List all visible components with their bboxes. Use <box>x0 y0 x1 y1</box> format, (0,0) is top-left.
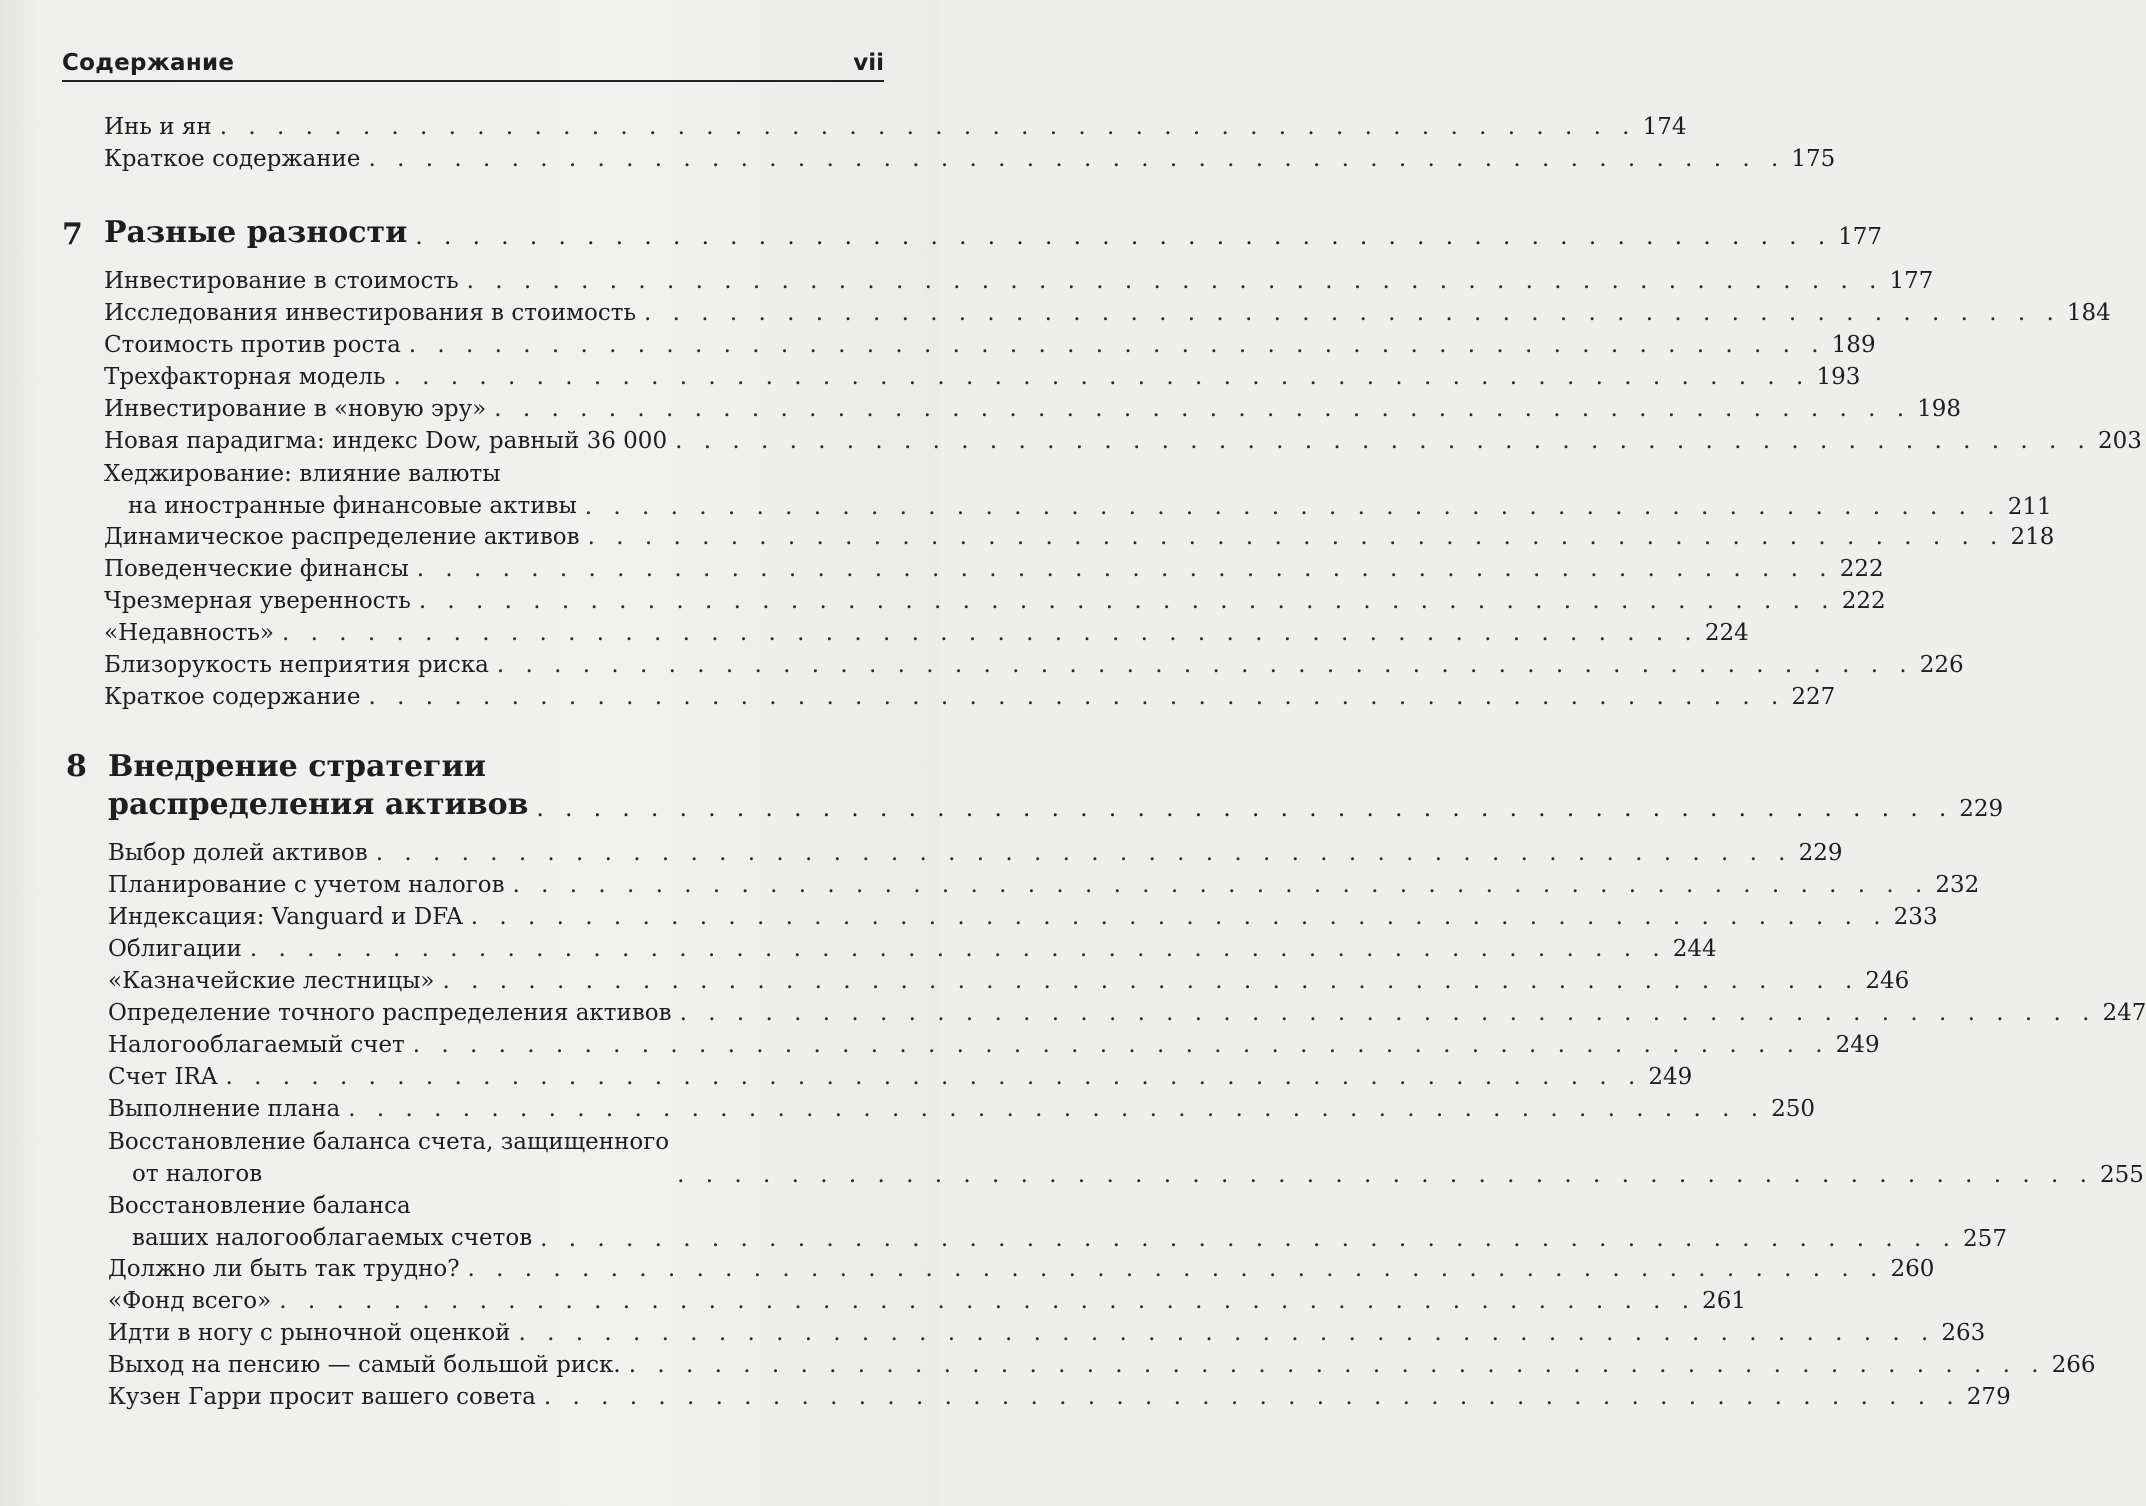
toc-entry-page: 244 <box>1672 936 1717 962</box>
toc-entry <box>108 1382 2011 1412</box>
toc-entry-page: 247 <box>2102 1000 2146 1026</box>
toc-entry <box>104 394 1962 424</box>
toc-entry-page: 193 <box>1816 364 1861 390</box>
toc-entry <box>108 902 1938 932</box>
toc-entry-page: 250 <box>1771 1096 1816 1122</box>
chapter-title <box>108 748 528 824</box>
dot-leader: . . . . . . . . . . . . . . . . . . . . . . . . . . . . . . . . . . . . . . . . . . . . . . . . . . <box>467 1256 1885 1282</box>
toc-entry <box>104 426 2142 456</box>
chapter-number: 7 <box>62 217 83 252</box>
toc-entry-title: Выход на пенсию — самый большой риск. <box>108 1352 621 1378</box>
toc-entry <box>108 934 1717 964</box>
toc-entry-title: Выбор долей активов <box>108 840 368 866</box>
toc-entry-page: 233 <box>1893 904 1938 930</box>
toc-entry-title: Инвестирование в стоимость <box>104 268 459 294</box>
toc-entry-title-line2: ваших налогооблагаемых счетов <box>132 1225 533 1251</box>
dot-leader: . . . . . . . . . . . . . . . . . . . . . . . . . . . . . . . . . . . . . . . . . . . . . . . . . . <box>470 904 1888 930</box>
toc-entry-title: Стоимость против роста <box>104 332 401 358</box>
toc-entry-title: Поведенческие финансы <box>104 556 409 582</box>
dot-leader: . . . . . . . . . . . . . . . . . . . . . . . . . . . . . . . . . . . . . . . . . . . . . . . . . . <box>677 1162 2094 1188</box>
toc-entry-title: Определение точного распределения активов <box>108 1000 672 1026</box>
toc-entry-page: 260 <box>1890 1256 1935 1282</box>
toc-entry-title: Динамическое распределение активов <box>104 524 580 550</box>
toc-entry <box>104 362 1861 392</box>
chapter-title: Разные разности <box>104 215 408 250</box>
toc-entry-page: 177 <box>1889 268 1934 294</box>
dot-leader: . . . . . . . . . . . . . . . . . . . . . . . . . . . . . . . . . . . . . . . . . . . . . . . . . . <box>393 364 1811 390</box>
toc-entry <box>104 112 1687 142</box>
dot-leader: . . . . . . . . . . . . . . . . . . . . . . . . . . . . . . . . . . . . . . . . . . . . . . . . . . <box>584 494 2002 520</box>
toc-entry-page: 203 <box>2097 428 2142 454</box>
toc-entry-title: Индексация: Vanguard и DFA <box>108 904 463 930</box>
toc-entry-title-line1: Восстановление баланса <box>108 1193 411 1219</box>
section-title: Содержание <box>62 50 235 76</box>
toc-entry <box>108 1094 1816 1124</box>
toc-entry-title <box>108 1126 669 1190</box>
toc-entry-title: Инвестирование в «новую эру» <box>104 396 487 422</box>
dot-leader: . . . . . . . . . . . . . . . . . . . . . . . . . . . . . . . . . . . . . . . . . . . . . . . . . . <box>281 620 1699 646</box>
dot-leader: . . . . . . . . . . . . . . . . . . . . . . . . . . . . . . . . . . . . . . . . . . . . . . . . . . <box>442 968 1860 994</box>
dot-leader: . . . . . . . . . . . . . . . . . . . . . . . . . . . . . . . . . . . . . . . . . . . . . . . . . . <box>587 524 2005 550</box>
toc-entry-title: Чрезмерная уверенность <box>104 588 411 614</box>
dot-leader: . . . . . . . . . . . . . . . . . . . . . . . . . . . . . . . . . . . . . . . . . . . . . . . . . . <box>348 1096 1766 1122</box>
toc-entry-page: 222 <box>1841 588 1886 614</box>
chapter-page: 229 <box>1959 796 2004 822</box>
toc-entry-page: 189 <box>1831 332 1876 358</box>
dot-leader: . . . . . . . . . . . . . . . . . . . . . . . . . . . . . . . . . . . . . . . . . . . . . . . . . . <box>466 268 1884 294</box>
toc-entry-page: 222 <box>1839 556 1884 582</box>
toc-entry-title-line1: Хеджирование: влияние валюты <box>104 461 501 487</box>
toc-entry-page: 174 <box>1642 114 1687 140</box>
toc-entry-page: 249 <box>1648 1064 1693 1090</box>
toc-entry <box>104 266 1934 296</box>
toc-entry-title: Должно ли быть так трудно? <box>108 1256 460 1282</box>
toc-entry <box>108 1190 2007 1254</box>
dot-leader: . . . . . . . . . . . . . . . . . . . . . . . . . . . . . . . . . . . . . . . . . . . . . . . . . . <box>418 588 1836 614</box>
toc-entry-page: 211 <box>2007 494 2052 520</box>
dot-leader: . . . . . . . . . . . . . . . . . . . . . . . . . . . . . . . . . . . . . . . . . . . . . . . . . . <box>679 1000 2097 1026</box>
toc-entry-page: 229 <box>1798 840 1843 866</box>
toc-entry <box>108 838 1843 868</box>
toc-entry-title: Исследования инвестирования в стоимость <box>104 300 636 326</box>
toc-entry-page: 184 <box>2066 300 2111 326</box>
dot-leader: . . . . . . . . . . . . . . . . . . . . . . . . . . . . . . . . . . . . . . . . . . . . . . . . . . <box>643 300 2061 326</box>
toc-entry-page: 224 <box>1704 620 1749 646</box>
toc-entry-page: 226 <box>1919 652 1964 678</box>
toc-entry <box>108 1030 1880 1060</box>
toc-entry-page: 279 <box>1966 1384 2011 1410</box>
dot-leader: . . . . . . . . . . . . . . . . . . . . . . . . . . . . . . . . . . . . . . . . . . . . . . . . . . <box>518 1320 1936 1346</box>
dot-leader: . . . . . . . . . . . . . . . . . . . . . . . . . . . . . . . . . . . . . . . . . . . . . . . . . . <box>249 936 1667 962</box>
toc-entry <box>104 298 2111 328</box>
toc-entry <box>108 1286 1747 1316</box>
toc-entry-title: Трехфакторная модель <box>104 364 386 390</box>
toc-entry <box>104 330 1876 360</box>
toc-entry-page: 255 <box>2100 1162 2144 1188</box>
toc-entry <box>108 1062 1693 1092</box>
chapter-heading <box>62 214 1883 252</box>
toc-entry-page: 261 <box>1702 1288 1747 1314</box>
toc-entry-title: Налогооблагаемый счет <box>108 1032 405 1058</box>
toc-entry-title-line1: Восстановление баланса счета, защищенного <box>108 1129 670 1155</box>
dot-leader: . . . . . . . . . . . . . . . . . . . . . . . . . . . . . . . . . . . . . . . . . . . . . . . . . . <box>219 114 1637 140</box>
dot-leader: . . . . . . . . . . . . . . . . . . . . . . . . . . . . . . . . . . . . . . . . . . . . . . . . . . <box>628 1352 2046 1378</box>
toc-entry-title: Выполнение плана <box>108 1096 341 1122</box>
toc-entry-page: 249 <box>1835 1032 1880 1058</box>
toc-entry-page: 218 <box>2010 524 2055 550</box>
toc-entry <box>104 554 1884 584</box>
toc-entry <box>104 522 2055 552</box>
dot-leader: . . . . . . . . . . . . . . . . . . . . . . . . . . . . . . . . . . . . . . . . . . . . . . . . . . <box>536 796 1954 822</box>
chapter-title-line2: распределения активов <box>108 787 529 822</box>
dot-leader: . . . . . . . . . . . . . . . . . . . . . . . . . . . . . . . . . . . . . . . . . . . . . . . . . . <box>368 684 1786 710</box>
dot-leader: . . . . . . . . . . . . . . . . . . . . . . . . . . . . . . . . . . . . . . . . . . . . . . . . . . <box>408 332 1826 358</box>
dot-leader: . . . . . . . . . . . . . . . . . . . . . . . . . . . . . . . . . . . . . . . . . . . . . . . . . . <box>368 146 1786 172</box>
toc-entry-title: Облигации <box>108 936 242 962</box>
toc-entry <box>108 870 1980 900</box>
toc-entry-title: Краткое содержание <box>104 146 361 172</box>
chapter-heading <box>66 748 2004 824</box>
toc-entry <box>108 966 1910 996</box>
toc-entry-page: 198 <box>1917 396 1962 422</box>
dot-leader: . . . . . . . . . . . . . . . . . . . . . . . . . . . . . . . . . . . . . . . . . . . . . . . . . . <box>512 872 1930 898</box>
toc-entry-title: Планирование с учетом налогов <box>108 872 505 898</box>
toc-entry-title: Близорукость неприятия риска <box>104 652 489 678</box>
dot-leader: . . . . . . . . . . . . . . . . . . . . . . . . . . . . . . . . . . . . . . . . . . . . . . . . . . <box>494 396 1912 422</box>
toc-entry <box>104 144 1836 174</box>
dot-leader: . . . . . . . . . . . . . . . . . . . . . . . . . . . . . . . . . . . . . . . . . . . . . . . . . . <box>543 1384 1961 1410</box>
toc-entry <box>104 682 1836 712</box>
toc-entry-page: 263 <box>1941 1320 1986 1346</box>
dot-leader: . . . . . . . . . . . . . . . . . . . . . . . . . . . . . . . . . . . . . . . . . . . . . . . . . . <box>540 1226 1957 1252</box>
toc-entry-title-line2: от налогов <box>132 1161 263 1187</box>
page-number: vii <box>853 50 884 76</box>
dot-leader: . . . . . . . . . . . . . . . . . . . . . . . . . . . . . . . . . . . . . . . . . . . . . . . . . . <box>496 652 1914 678</box>
toc-entry-title: Счет IRA <box>108 1064 218 1090</box>
toc-entry <box>104 458 2052 522</box>
dot-leader: . . . . . . . . . . . . . . . . . . . . . . . . . . . . . . . . . . . . . . . . . . . . . . . . . . <box>675 428 2092 454</box>
toc-entry-page: 257 <box>1963 1226 2007 1252</box>
toc-entry-title: «Фонд всего» <box>108 1288 272 1314</box>
toc-entry-title-line2: на иностранные финансовые активы <box>128 493 577 519</box>
toc-entry-title: Инь и ян <box>104 114 212 140</box>
toc-entry-title: Краткое содержание <box>104 684 361 710</box>
toc-entry <box>108 1126 2144 1190</box>
toc-entry <box>104 586 1886 616</box>
dot-leader: . . . . . . . . . . . . . . . . . . . . . . . . . . . . . . . . . . . . . . . . . . . . . . . . . . <box>412 1032 1830 1058</box>
toc-entry <box>108 1350 2096 1380</box>
chapter-title-line1: Внедрение стратегии <box>108 749 487 784</box>
toc-entry-page: 246 <box>1865 968 1910 994</box>
toc-entry <box>104 650 1964 680</box>
toc-entry <box>108 1254 1935 1284</box>
toc-entry-title: «Казначейские лестницы» <box>108 968 435 994</box>
dot-leader: . . . . . . . . . . . . . . . . . . . . . . . . . . . . . . . . . . . . . . . . . . . . . . . . . . <box>279 1288 1697 1314</box>
toc-entry-page: 232 <box>1935 872 1980 898</box>
dot-leader: . . . . . . . . . . . . . . . . . . . . . . . . . . . . . . . . . . . . . . . . . . . . . . . . . . <box>375 840 1793 866</box>
dot-leader: . . . . . . . . . . . . . . . . . . . . . . . . . . . . . . . . . . . . . . . . . . . . . . . . . . <box>415 224 1833 250</box>
toc-entry-title: Новая парадигма: индекс Dow, равный 36 000 <box>104 428 668 454</box>
chapter-page: 177 <box>1838 224 1883 250</box>
toc-entry-title: Кузен Гарри просит вашего совета <box>108 1384 536 1410</box>
toc-entry <box>104 618 1749 648</box>
toc-entry <box>108 998 2146 1028</box>
toc-entry-title <box>104 458 577 522</box>
toc-entry-title: Идти в ногу с рыночной оценкой <box>108 1320 511 1346</box>
dot-leader: . . . . . . . . . . . . . . . . . . . . . . . . . . . . . . . . . . . . . . . . . . . . . . . . . . <box>225 1064 1643 1090</box>
toc-entry-title: «Недавность» <box>104 620 274 646</box>
toc-entry-title <box>108 1190 532 1254</box>
chapter-number: 8 <box>66 749 87 784</box>
toc-entry-page: 266 <box>2051 1352 2096 1378</box>
dot-leader: . . . . . . . . . . . . . . . . . . . . . . . . . . . . . . . . . . . . . . . . . . . . . . . . . . <box>416 556 1834 582</box>
toc-entry <box>108 1318 1986 1348</box>
toc-entry-page: 227 <box>1791 684 1836 710</box>
toc-entry-page: 175 <box>1791 146 1836 172</box>
